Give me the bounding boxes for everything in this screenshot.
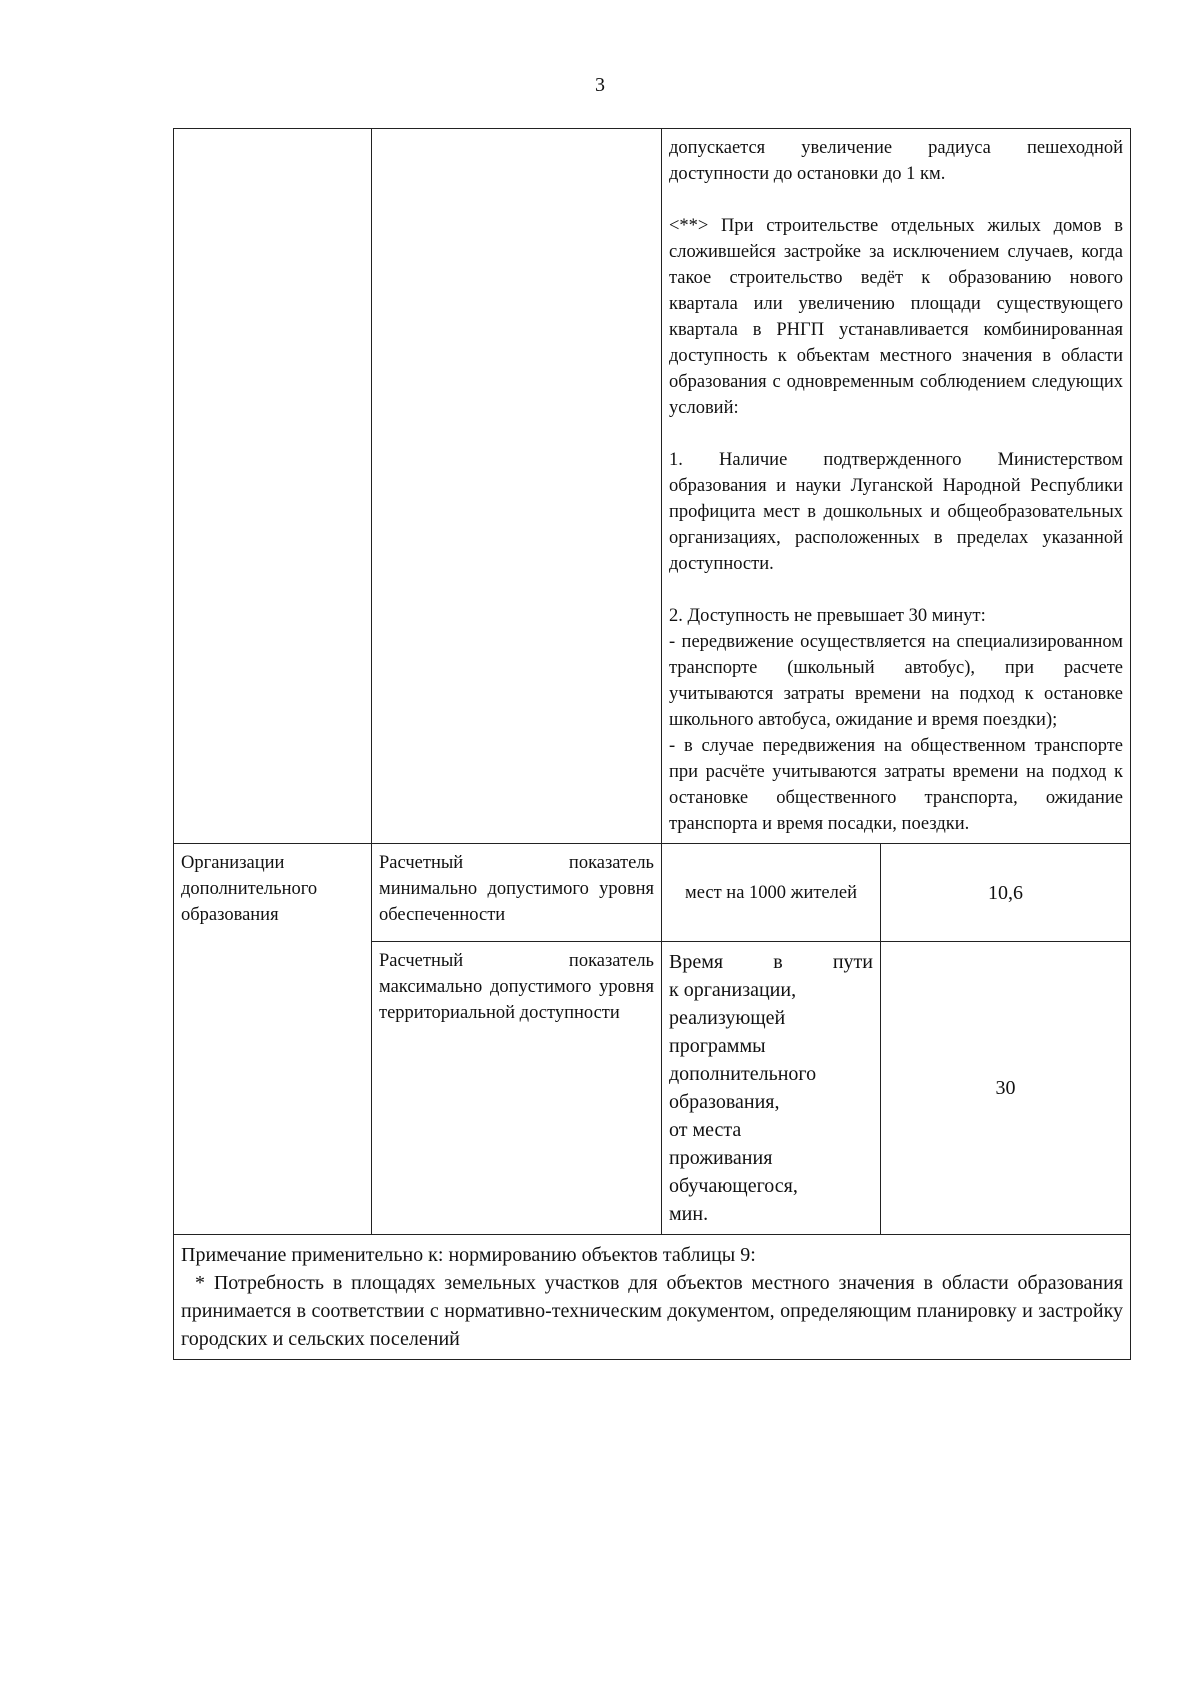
cell-unit-places: мест на 1000 жителей bbox=[662, 844, 881, 942]
table-row-note bbox=[174, 1235, 1131, 1360]
paragraph-walking-radius: допускается увеличение радиуса пешеходной доступности до остановки до 1 км. bbox=[669, 138, 1124, 184]
unit-line: обучающегося, bbox=[669, 1175, 798, 1197]
note-text: * Потребность в площадях земельных участков для объектов местного значения в области образования принимается в соответствии с нормативно-техническим документом, определяющим планировку и застройку городских и сельских поселений bbox=[181, 1272, 1124, 1350]
unit-line: дополнительного bbox=[669, 1063, 817, 1085]
unit-line: образования, bbox=[669, 1091, 780, 1113]
cell-value-places: 10,6 bbox=[881, 844, 1131, 942]
unit-line: программы bbox=[669, 1035, 766, 1057]
standards-table bbox=[173, 128, 1131, 1360]
unit-line: мин. bbox=[669, 1203, 709, 1225]
paragraph-condition-2 bbox=[669, 603, 1123, 837]
table-row-provision bbox=[174, 844, 1131, 942]
note-title: Примечание применительно к: нормированию объектов таблицы 9: bbox=[181, 1244, 756, 1266]
unit-line: Время в пути bbox=[669, 951, 873, 973]
page-number: 3 bbox=[595, 74, 605, 96]
unit-line: от места bbox=[669, 1119, 742, 1141]
unit-line: проживания bbox=[669, 1147, 773, 1169]
cell-unit-time bbox=[662, 942, 881, 1235]
paragraph-combined-accessibility: <**> При строительстве отдельных жилых домов в сложившейся застройке за исключением случаев, когда такое строительство ведёт к образованию нового квартала или увеличению площади существующего квартала в РНГП устанавливается комбинированная доступность к объектам местного значения в области образования с одновременным соблюдением следующих условий: bbox=[669, 216, 1124, 418]
paragraph-condition-1: 1. Наличие подтвержденного Министерством образования и науки Луганской Народной Республики профицита мест в дошкольных и общеобразовательных организациях, расположенных в пределах указанной доступности. bbox=[669, 450, 1124, 574]
unit-line: к организации, bbox=[669, 979, 797, 1001]
cell-requirements-text bbox=[662, 129, 1131, 844]
unit-line: реализующей bbox=[669, 1007, 786, 1029]
table-row-continuation bbox=[174, 129, 1131, 844]
cell-object-name: Организации дополнительного образования bbox=[174, 844, 372, 1235]
cell-empty-1 bbox=[174, 129, 372, 844]
cell-indicator-min: Расчетный показатель минимально допустимого уровня обеспеченности bbox=[372, 844, 662, 942]
condition-2-item-school-bus: - передвижение осуществляется на специализированном транспорте (школьный автобус), при расчете учитываются затраты времени на подход к остановке школьного автобуса, ожидание и время поездки); bbox=[669, 632, 1124, 730]
cell-indicator-max: Расчетный показатель максимально допустимого уровня территориальной доступности bbox=[372, 942, 662, 1235]
cell-note bbox=[174, 1235, 1131, 1360]
condition-2-title: 2. Доступность не превышает 30 минут: bbox=[669, 606, 986, 626]
condition-2-item-public-transport: - в случае передвижения на общественном транспорте при расчёте учитываются затраты времени на подход к остановке общественного транспорта, ожидание транспорта и время посадки, поездки. bbox=[669, 736, 1124, 834]
cell-value-time: 30 bbox=[881, 942, 1131, 1235]
cell-empty-2 bbox=[372, 129, 662, 844]
